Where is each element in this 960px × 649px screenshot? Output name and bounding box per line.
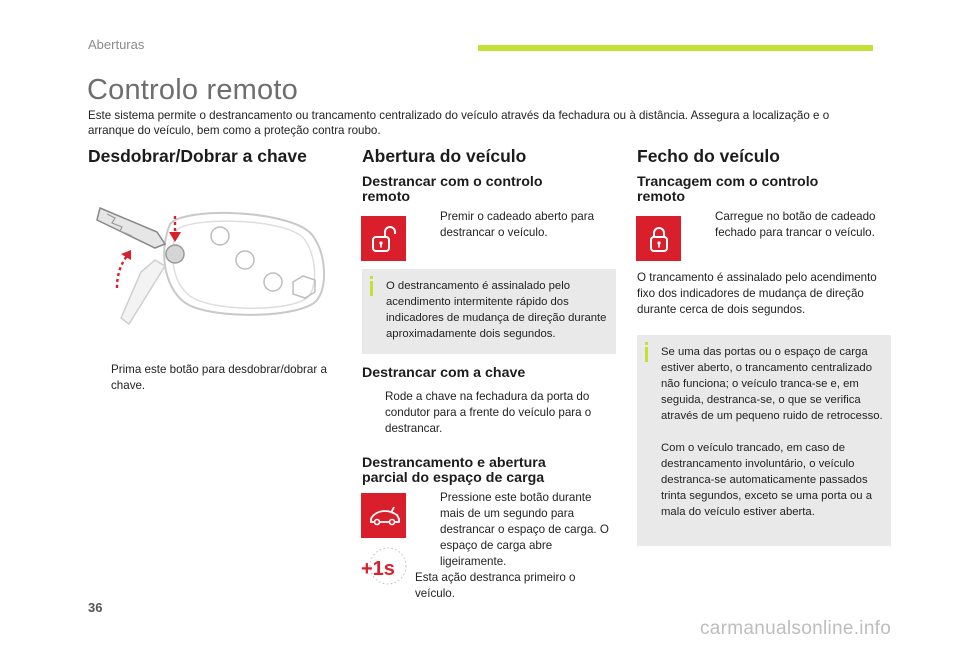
heading-vehicle-opening: Abertura do veículo (362, 146, 527, 166)
cargo-unlock-note: Esta ação destranca primeiro o veículo. (415, 571, 576, 600)
bullet-key-unlock: Rode a chave na fechadura da porta do condutor para a frente do veículo para o destrancar. (385, 390, 592, 435)
info-box-lock-conditions (637, 335, 891, 546)
timer-plus-one-second-icon (360, 544, 410, 588)
open-padlock-icon (367, 222, 401, 256)
section-label: Aberturas (88, 37, 145, 52)
heading-vehicle-locking: Fecho do veículo (637, 146, 780, 166)
header-accent-bar (478, 45, 873, 51)
info-lock-paragraph-1: Se uma das portas ou o espaço de carga estiver aberto, o trancamento centralizado não funciona; o veículo tranca-se e, em seguida, destranca-se, o que se verifica através de um pequeno ruido de retrocesso. (661, 346, 883, 422)
page-number: 36 (88, 600, 103, 615)
closed-padlock-icon (642, 222, 676, 256)
subheading-cargo-unlock: Destrancamento e abertura parcial do espaço de carga (362, 455, 546, 486)
timer-label: +1s (361, 558, 395, 580)
lock-button-tile (636, 216, 681, 261)
intro-text: Este sistema permite o destrancamento ou trancamento centralizado do veículo através da fechadura ou à distância. Assegura a localização e o arranque do veículo, bem como a proteção contra roubo. (88, 109, 830, 137)
heading-fold-key: Desdobrar/Dobrar a chave (88, 146, 307, 166)
info-box-unlock-signal: O destrancamento é assinalado pelo acendimento intermitente rápido dos indicadores de mudança de direção durante aproximadamente dois segundos. (362, 269, 616, 354)
subheading-remote-lock: Trancagem com o controlo remoto (637, 174, 819, 205)
subheading-key-unlock: Destrancar com a chave (362, 365, 526, 381)
info-lock-paragraph-2: Com o veículo trancado, em caso de destrancamento involuntário, o veículo destranca-se automaticamente passados trinta segundos, exceto se uma porta ou a mala do veículo estiver aberta. (661, 442, 873, 518)
page-title: Controlo remoto (87, 74, 298, 106)
subheading-remote-unlock: Destrancar com o controlo remoto (362, 174, 543, 205)
bullet-remote-unlock: Premir o cadeado aberto para destrancar o veículo. (440, 210, 595, 239)
info-icon (645, 347, 648, 362)
unlock-button-tile (361, 216, 406, 261)
car-trunk-icon (367, 499, 401, 533)
bullet-fold-key: Prima este botão para desdobrar/dobrar a chave. (111, 363, 327, 392)
trunk-button-tile (361, 493, 406, 538)
watermark: carmanualsonline.info (700, 618, 892, 639)
lock-signal-text: O trancamento é assinalado pelo acendimento fixo dos indicadores de mudança de direção durante cerca de dois segundos. (637, 271, 877, 316)
info-icon (370, 281, 373, 296)
folding-key-remote-illustration (95, 196, 340, 346)
bullet-remote-lock: Carregue no botão de cadeado fechado para trancar o veículo. (715, 210, 876, 239)
bullet-cargo-unlock: Pressione este botão durante mais de um segundo para destrancar o espaço de carga. O espaço de carga abre ligeiramente. (440, 491, 609, 568)
